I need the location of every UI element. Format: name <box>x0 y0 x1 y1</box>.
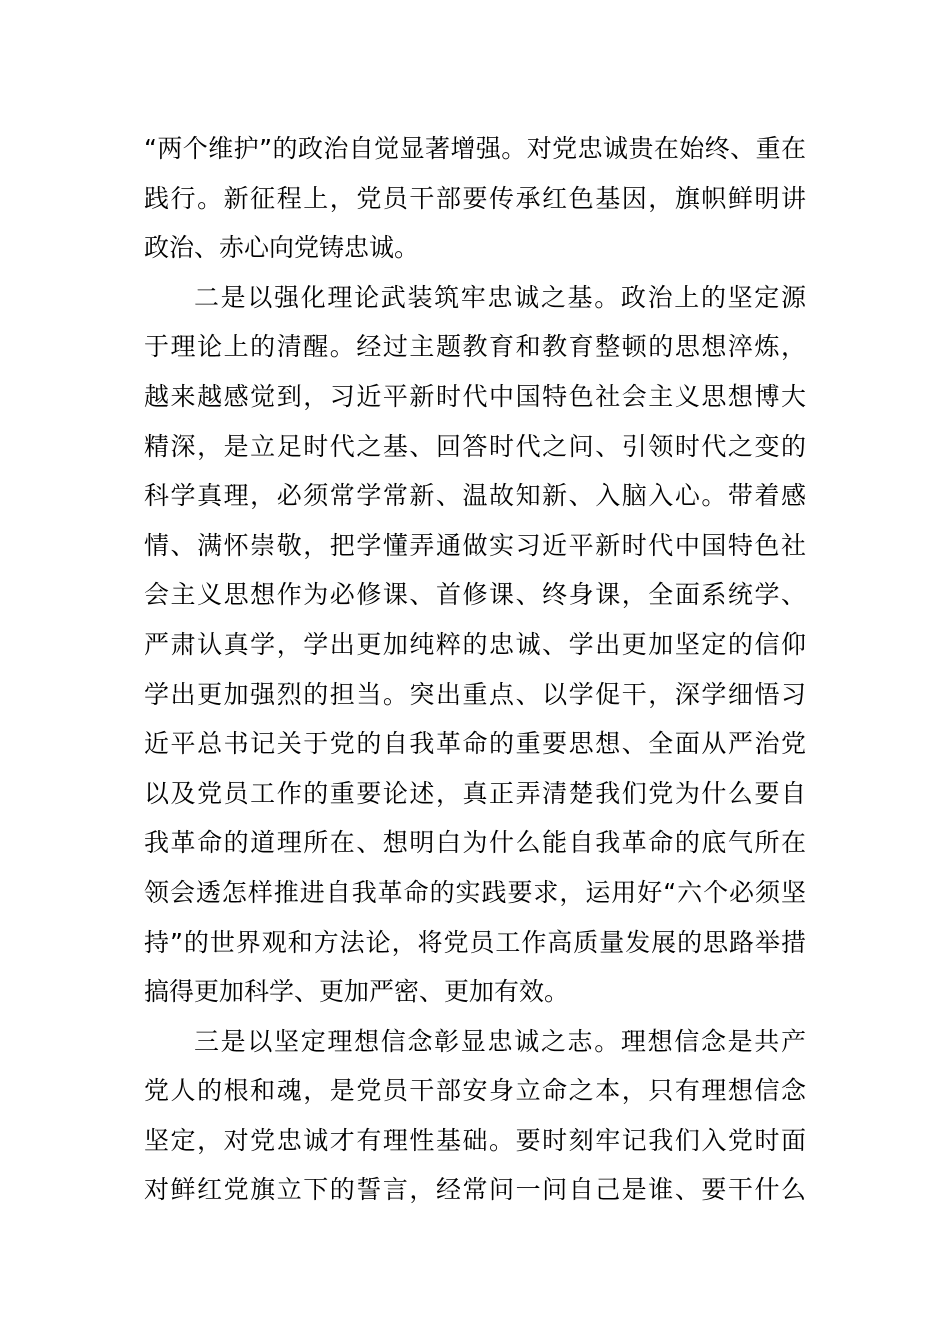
text-line: 领会透怎样推进自我革命的实践要求，运用好“六个必须坚 <box>144 877 806 907</box>
text-line: 严肃认真学，学出更加纯粹的忠诚、学出更加坚定的信仰 <box>144 629 806 659</box>
text-line: 坚定，对党忠诚才有理性基础。要时刻牢记我们入党时面 <box>144 1125 806 1155</box>
text-line: 持”的世界观和方法论，将党员工作高质量发展的思路举措 <box>144 927 806 957</box>
text-line: 党人的根和魂，是党员干部安身立命之本，只有理想信念 <box>144 1076 806 1106</box>
text-line: 践行。新征程上，党员干部要传承红色基因，旗帜鲜明讲 <box>144 183 806 213</box>
text-line: 搞得更加科学、更加严密、更加有效。 <box>144 977 570 1007</box>
text-line: 情、满怀崇敬，把学懂弄通做实习近平新时代中国特色社 <box>144 530 806 560</box>
text-line: 政治、赤心向党铸忠诚。 <box>144 233 420 263</box>
text-line: 越来越感觉到，习近平新时代中国特色社会主义思想博大 <box>144 381 806 411</box>
text-line: 精深，是立足时代之基、回答时代之问、引领时代之变的 <box>144 431 806 461</box>
paragraph-heading-line: 三是以坚定理想信念彰显忠诚之志。理想信念是共产 <box>194 1026 806 1056</box>
text-line: 我革命的道理所在、想明白为什么能自我革命的底气所在 <box>144 828 806 858</box>
text-line: 会主义思想作为必修课、首修课、终身课，全面系统学、 <box>144 580 806 610</box>
text-line: 以及党员工作的重要论述，真正弄清楚我们党为什么要自 <box>144 778 806 808</box>
text-line: 近平总书记关于党的自我革命的重要思想、全面从严治党 <box>144 729 806 759</box>
paragraph-heading-line: 二是以强化理论武装筑牢忠诚之基。政治上的坚定源 <box>194 282 806 312</box>
text-line: “两个维护”的政治自觉显著增强。对党忠诚贵在始终、重在 <box>144 134 806 163</box>
text-line: 科学真理，必须常学常新、温故知新、入脑入心。带着感 <box>144 481 806 511</box>
text-line: 学出更加强烈的担当。突出重点、以学促干，深学细悟习 <box>144 679 806 709</box>
body-text <box>144 124 806 1215</box>
text-line: 对鲜红党旗立下的誓言，经常问一问自己是谁、要干什么 <box>144 1175 806 1205</box>
text-line: 于理论上的清醒。经过主题教育和教育整顿的思想淬炼， <box>144 332 806 362</box>
